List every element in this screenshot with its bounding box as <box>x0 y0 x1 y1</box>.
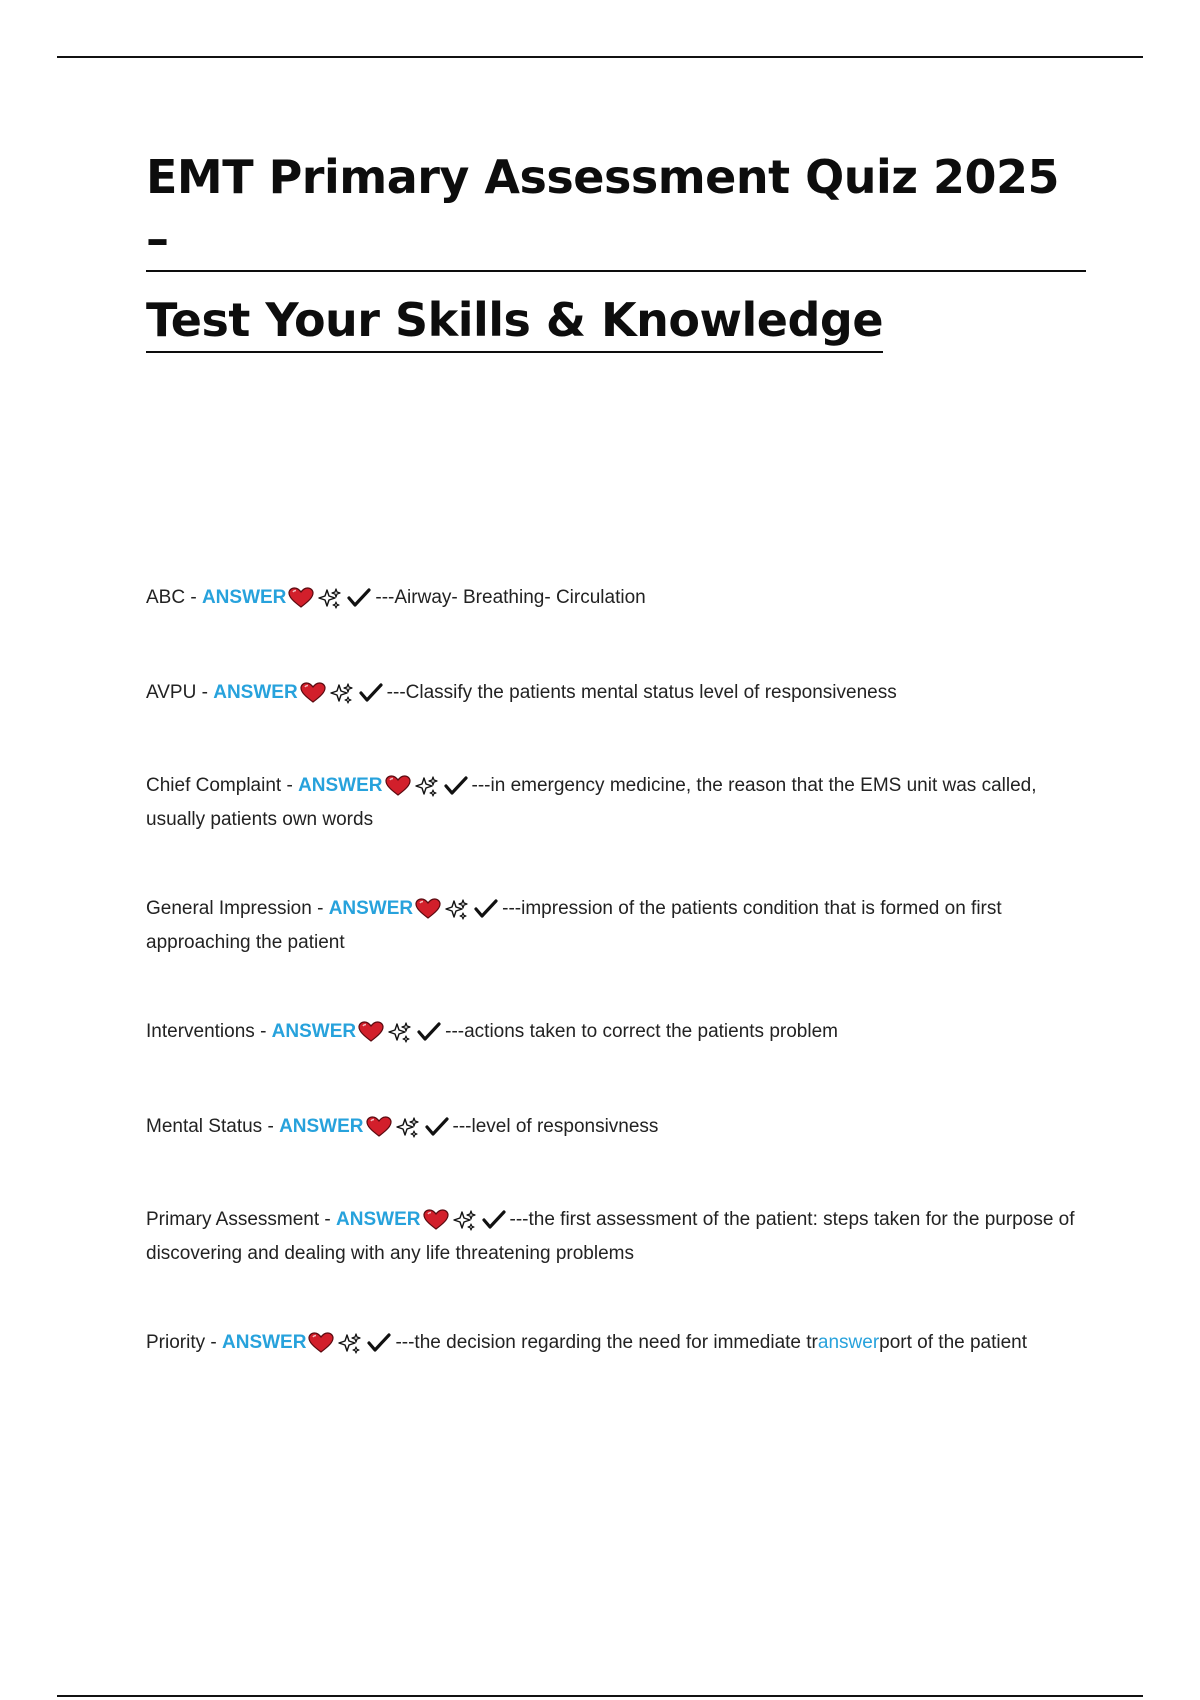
heart-icon <box>300 682 326 712</box>
check-icon <box>366 1332 392 1362</box>
entry-abc <box>146 583 1086 617</box>
entry-chief-complaint <box>146 771 1086 835</box>
heart-icon <box>288 587 314 617</box>
entry-term: General Impression - <box>146 898 329 919</box>
entry-term: Interventions - <box>146 1021 272 1042</box>
title-line-1: EMT Primary Assessment Quiz 2025 – <box>146 146 1086 272</box>
answer-label: ANSWER <box>328 898 414 919</box>
icon-group <box>308 1332 395 1362</box>
entry-term: Priority - <box>146 1332 222 1353</box>
highlighted-answer-fragment: answer <box>817 1332 880 1353</box>
check-icon <box>358 682 384 712</box>
answer-label: ANSWER <box>336 1209 421 1230</box>
check-icon <box>416 1021 442 1051</box>
heart-icon <box>308 1332 334 1362</box>
check-icon <box>473 898 499 928</box>
icon-group <box>423 1209 510 1239</box>
heart-icon <box>366 1116 392 1146</box>
sparkle-icon <box>387 1021 413 1051</box>
entry-definition: ---impression of the patients condition that is formed on first approaching the patient <box>146 898 1002 953</box>
icon-group <box>288 587 375 617</box>
icon-group <box>415 898 502 928</box>
icon-group <box>385 775 472 805</box>
entry-definition: ---level of responsivness <box>452 1116 659 1137</box>
sparkle-icon <box>395 1116 421 1146</box>
answer-label: ANSWER <box>213 682 298 703</box>
entry-definition: ---in emergency medicine, the reason that the EMS unit was called, usually patients own words <box>146 775 1037 830</box>
bottom-rule <box>57 1695 1143 1697</box>
title-line-2: Test Your Skills & Knowledge <box>146 289 883 353</box>
sparkle-icon <box>317 587 343 617</box>
entry-term: Chief Complaint - <box>146 775 299 796</box>
entry-general-impression <box>146 894 1086 958</box>
heart-icon <box>358 1021 384 1051</box>
entry-definition: ---the decision regarding the need for immediate tr <box>395 1332 818 1353</box>
check-icon <box>443 775 469 805</box>
entry-term: ABC - <box>146 587 202 608</box>
entry-avpu <box>146 678 1086 712</box>
answer-label: ANSWER <box>222 1332 307 1353</box>
sparkle-icon <box>337 1332 363 1362</box>
heart-icon <box>385 775 411 805</box>
answer-label: ANSWER <box>298 775 383 796</box>
icon-group <box>300 682 387 712</box>
sparkle-icon <box>329 682 355 712</box>
answer-label: ANSWER <box>271 1021 357 1042</box>
check-icon <box>346 587 372 617</box>
entry-definition-end: port of the patient <box>879 1332 1028 1353</box>
answer-label: ANSWER <box>201 587 287 608</box>
document-title <box>146 146 1086 363</box>
check-icon <box>481 1209 507 1239</box>
entry-definition: ---the first assessment of the patient: steps taken for the purpose of discovering and dealing with any life threatening problems <box>146 1209 1075 1264</box>
sparkle-icon <box>414 775 440 805</box>
top-rule <box>57 56 1143 58</box>
heart-icon <box>415 898 441 928</box>
entry-term: AVPU - <box>146 682 214 703</box>
heart-icon <box>423 1209 449 1239</box>
entry-primary-assessment <box>146 1205 1086 1269</box>
entry-definition: ---Airway- Breathing- Circulation <box>375 587 646 608</box>
sparkle-icon <box>452 1209 478 1239</box>
answer-label: ANSWER <box>279 1116 364 1137</box>
entry-term: Mental Status - <box>146 1116 280 1137</box>
entry-priority <box>146 1328 1086 1362</box>
entry-term: Primary Assessment - <box>146 1209 337 1230</box>
check-icon <box>424 1116 450 1146</box>
icon-group <box>358 1021 445 1051</box>
entry-interventions <box>146 1017 1086 1051</box>
sparkle-icon <box>444 898 470 928</box>
entry-definition: ---Classify the patients mental status level of responsiveness <box>386 682 897 703</box>
entry-definition: ---actions taken to correct the patients problem <box>445 1021 838 1042</box>
icon-group <box>366 1116 453 1146</box>
entry-mental-status <box>146 1112 1086 1146</box>
